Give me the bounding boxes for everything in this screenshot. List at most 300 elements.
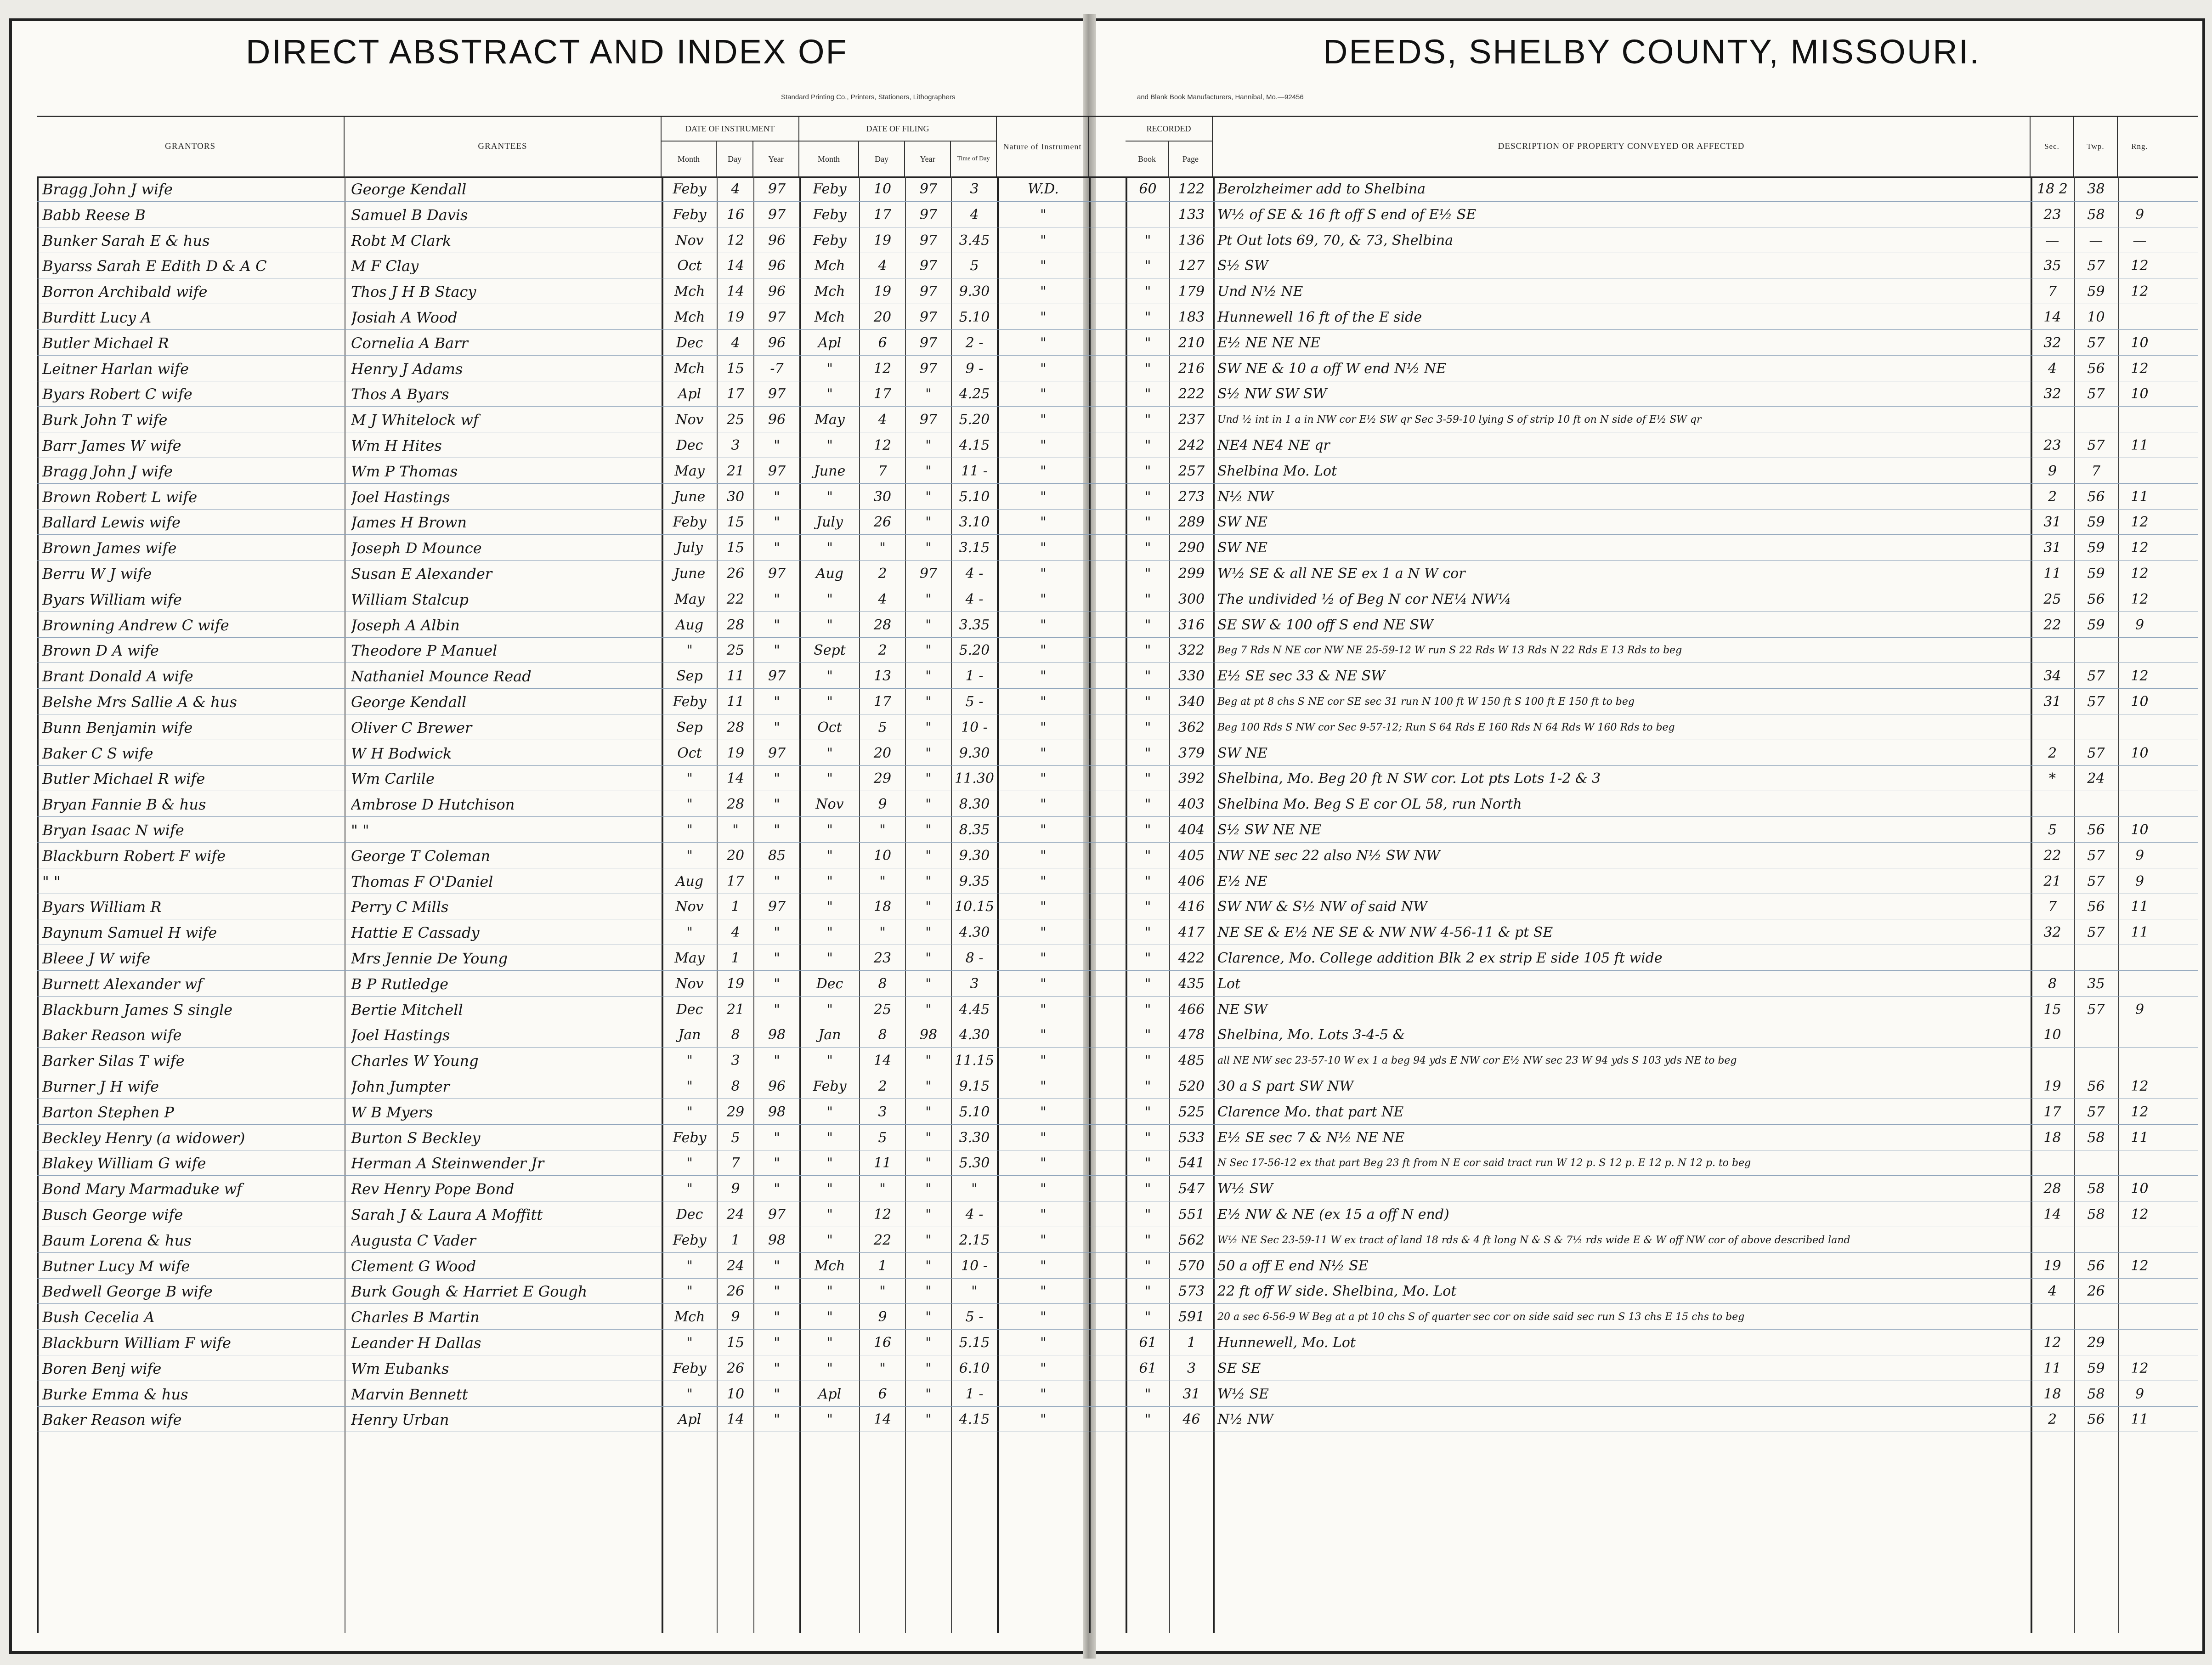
nature-cell: " (1040, 899, 1047, 915)
nature-cell: " (1040, 1335, 1047, 1351)
instrument-month-cell: Oct (677, 745, 702, 761)
filing-year-cell: " (925, 847, 932, 864)
twp-cell (2075, 715, 2117, 740)
nature-cell: " (1040, 719, 1047, 736)
table-row (37, 663, 2198, 689)
time-of-day-cell: 5 (970, 258, 979, 274)
rng-cell: 11 (2131, 1411, 2149, 1428)
book-cell: " (1144, 1155, 1151, 1172)
grantee-cell: James H Brown (351, 514, 467, 532)
twp-cell: 58 (2087, 1386, 2105, 1402)
sec-cell: 7 (2048, 899, 2057, 915)
grantee-cell: Clement G Wood (351, 1257, 476, 1275)
grantor-cell: Boren Benj wife (42, 1359, 162, 1377)
instrument-day-cell: 28 (726, 796, 745, 813)
description-cell: Und N½ NE (1217, 283, 1303, 300)
instrument-year-cell: " (774, 1309, 780, 1325)
filing-year-cell: " (925, 642, 932, 659)
page-cell: 322 (1178, 642, 1205, 659)
filing-year-cell: " (925, 1360, 932, 1376)
description-cell: 50 a off E end N½ SE (1217, 1257, 1369, 1274)
filing-day-cell: 4 (878, 258, 887, 274)
time-of-day-cell: 3.30 (959, 1129, 990, 1146)
grantee-cell: Ambrose D Hutchison (351, 796, 515, 814)
filing-day-cell: 23 (873, 950, 892, 966)
sec-cell: 32 (2043, 334, 2061, 351)
description-cell: Shelbina Mo. Beg S E cor OL 58, run North (1217, 796, 1522, 813)
twp-cell: 56 (2087, 822, 2105, 838)
page-cell: 541 (1178, 1155, 1205, 1172)
nature-cell: " (1040, 1257, 1047, 1274)
sec-cell: 22 (2043, 847, 2061, 864)
instrument-year-cell: " (774, 514, 780, 531)
twp-cell (2075, 792, 2117, 816)
sec-cell (2031, 407, 2073, 432)
grantee-cell: Wm Carlile (351, 770, 435, 788)
book-cell: " (1144, 975, 1151, 992)
time-of-day-cell: 9.30 (959, 745, 990, 761)
instrument-day-cell: 24 (726, 1257, 745, 1274)
filing-day-cell: 10 (873, 847, 892, 864)
grantee-cell: John Jumpter (351, 1078, 450, 1095)
filing-month-cell: " (826, 1283, 833, 1300)
nature-cell: " (1040, 1206, 1047, 1223)
grantor-cell: Burner J H wife (42, 1078, 159, 1095)
grantor-cell: Baum Lorena & hus (42, 1231, 192, 1249)
time-of-day-cell: 4 (970, 206, 979, 223)
book-cell: " (1144, 1283, 1151, 1300)
page-cell: 551 (1178, 1206, 1205, 1223)
rng-cell: 9 (2135, 873, 2144, 889)
time-of-day-cell: 9.15 (959, 1078, 990, 1094)
nature-cell: " (1040, 566, 1047, 582)
instrument-day-cell: 15 (726, 540, 745, 556)
rng-cell: 11 (2131, 1129, 2149, 1146)
description-cell: W½ SE (1217, 1386, 1269, 1402)
sec-cell: 4 (2048, 360, 2057, 377)
table-row (37, 741, 2198, 766)
header-twp: Twp. (2074, 117, 2118, 176)
description-cell: Pt Out lots 69, 70, & 73, Shelbina (1217, 232, 1454, 249)
sec-cell: 32 (2043, 386, 2061, 402)
header-page: Page (1169, 142, 1213, 176)
grantee-cell: Burton S Beckley (351, 1129, 481, 1147)
page-cell: 216 (1178, 360, 1205, 377)
instrument-day-cell: 21 (726, 1001, 745, 1018)
rng-cell (2119, 766, 2161, 791)
time-of-day-cell: 11.30 (955, 770, 994, 787)
grantee-cell: B P Rutledge (351, 975, 449, 993)
sec-cell: 17 (2043, 1104, 2061, 1120)
instrument-year-cell: 98 (768, 1104, 786, 1120)
header-time-of-day: Time of Day (951, 142, 997, 176)
nature-cell: " (1040, 1309, 1047, 1325)
twp-cell: 56 (2087, 1257, 2105, 1274)
filing-month-cell: " (826, 1181, 833, 1197)
filing-year-cell: " (925, 899, 932, 915)
instrument-year-cell: " (774, 873, 780, 889)
nature-cell: " (1040, 1027, 1047, 1043)
instrument-month-cell: Apl (678, 1411, 702, 1428)
description-cell: E½ SE sec 7 & N½ NE NE (1217, 1129, 1405, 1146)
time-of-day-cell: 4 - (965, 566, 984, 582)
twp-cell: 59 (2087, 540, 2105, 556)
description-cell: SW NW & S½ NW of said NW (1217, 899, 1427, 915)
time-of-day-cell: 1 - (965, 668, 984, 685)
instrument-year-cell: 85 (768, 847, 786, 864)
instrument-month-cell: Feby (673, 206, 707, 223)
grantee-cell: Samuel B Davis (351, 206, 468, 224)
instrument-day-cell: 7 (731, 1155, 740, 1172)
nature-cell: " (1040, 822, 1047, 838)
instrument-month-cell: Oct (677, 258, 702, 274)
twp-cell: 57 (2087, 873, 2105, 889)
instrument-month-cell: Nov (675, 232, 704, 249)
sec-cell (2031, 946, 2073, 970)
book-cell: " (1144, 1001, 1151, 1018)
header-filing-year: Year (905, 142, 951, 176)
time-of-day-cell: 9.30 (959, 847, 990, 864)
twp-cell: 59 (2087, 566, 2105, 582)
time-of-day-cell: 10 - (961, 719, 988, 736)
twp-cell (2075, 1228, 2117, 1252)
printer-imprint-left: Standard Printing Co., Printers, Stationers, Lithographers (781, 93, 956, 101)
filing-day-cell: 8 (878, 1027, 887, 1043)
sec-cell: 12 (2043, 1335, 2061, 1351)
ledger-body (37, 176, 2198, 1633)
description-cell: NE SW (1217, 1001, 1268, 1018)
instrument-year-cell: 97 (768, 745, 786, 761)
sec-cell: 18 2 (2037, 181, 2068, 197)
instrument-month-cell: Feby (673, 694, 707, 710)
grantee-cell: W H Bodwick (351, 744, 452, 762)
filing-month-cell: " (826, 950, 833, 966)
sec-cell: 34 (2043, 668, 2061, 685)
nature-cell: " (1040, 591, 1047, 607)
rng-cell: 12 (2131, 540, 2149, 556)
table-row (37, 407, 2198, 432)
page-cell: 179 (1178, 283, 1205, 300)
description-cell: W½ NE Sec 23-59-11 W ex tract of land 18 rds & 4 ft long N & S & 7½ rds wide E & W off NW cor of above described land (1217, 1234, 1850, 1246)
instrument-month-cell: Sep (676, 668, 703, 685)
rng-cell (2119, 1048, 2161, 1073)
nature-cell: " (1040, 950, 1047, 966)
table-row (37, 510, 2198, 535)
instrument-day-cell: 14 (726, 1411, 745, 1428)
time-of-day-cell: 9.35 (959, 873, 990, 889)
filing-year-cell: 97 (919, 412, 938, 428)
filing-year-cell: " (925, 514, 932, 531)
instrument-day-cell: 11 (726, 694, 745, 710)
filing-day-cell: 28 (873, 617, 892, 633)
page-cell: 300 (1178, 591, 1205, 607)
time-of-day-cell: 3.10 (959, 514, 990, 531)
rng-cell (2119, 407, 2161, 432)
header-instrument-day: Day (717, 142, 753, 176)
filing-day-cell: " (879, 1283, 886, 1300)
filing-day-cell: 12 (873, 360, 892, 377)
filing-year-cell: " (925, 1283, 932, 1300)
filing-month-cell: Oct (817, 719, 842, 736)
grantor-cell: Bedwell George B wife (42, 1283, 213, 1301)
instrument-month-cell: Dec (676, 1206, 703, 1223)
filing-year-cell: " (925, 924, 932, 941)
twp-cell: 56 (2087, 488, 2105, 505)
table-row (37, 459, 2198, 484)
nature-cell: " (1040, 488, 1047, 505)
instrument-day-cell: 21 (726, 463, 745, 479)
description-cell: Beg 100 Rds S NW cor Sec 9-57-12; Run S 64 Rds E 160 Rds N 64 Rds W 160 Rds to beg (1217, 721, 1675, 733)
nature-cell: " (1040, 258, 1047, 274)
instrument-year-cell: 98 (768, 1027, 786, 1043)
instrument-day-cell: 3 (731, 437, 740, 453)
book-cell: " (1144, 745, 1151, 761)
description-cell: SW NE & 10 a off W end N½ NE (1217, 360, 1447, 377)
sec-cell: 31 (2043, 514, 2061, 531)
filing-year-cell: " (925, 437, 932, 453)
instrument-year-cell: 97 (768, 181, 786, 197)
nature-cell: " (1040, 386, 1047, 402)
table-row (37, 792, 2198, 817)
instrument-month-cell: Nov (675, 975, 704, 992)
twp-cell (2075, 1304, 2117, 1329)
filing-month-cell: " (826, 488, 833, 505)
filing-year-cell: 97 (919, 232, 938, 249)
instrument-month-cell: " (686, 1078, 693, 1094)
filing-day-cell: 12 (873, 1206, 892, 1223)
grantee-cell: Joel Hastings (351, 1026, 450, 1044)
filing-year-cell: " (925, 1257, 932, 1274)
book-cell: " (1144, 1411, 1151, 1428)
sec-cell: 19 (2043, 1257, 2061, 1274)
book-cell: " (1144, 334, 1151, 351)
description-cell: NE SE & E½ NE SE & NW NW 4-56-11 & pt SE (1217, 924, 1553, 941)
time-of-day-cell: 9 - (965, 360, 984, 377)
rng-cell: 12 (2131, 258, 2149, 274)
time-of-day-cell: 5.15 (959, 1335, 990, 1351)
filing-day-cell: 30 (873, 488, 892, 505)
instrument-year-cell: 97 (768, 386, 786, 402)
filing-year-cell: 97 (919, 206, 938, 223)
filing-year-cell: 97 (919, 334, 938, 351)
instrument-month-cell: " (686, 1335, 693, 1351)
grantor-cell: Byars Robert C wife (42, 385, 192, 403)
nature-cell: " (1040, 975, 1047, 992)
filing-day-cell: 20 (873, 309, 892, 325)
sec-cell: 18 (2043, 1129, 2061, 1146)
grantor-cell: Butler Michael R wife (42, 770, 205, 788)
description-cell: NW NE sec 22 also N½ SW NW (1217, 847, 1440, 864)
time-of-day-cell: 5 - (965, 1309, 984, 1325)
filing-day-cell: 2 (878, 1078, 887, 1094)
grantee-cell: George Kendall (351, 181, 467, 198)
page-cell: 547 (1178, 1181, 1205, 1197)
page-cell: 133 (1178, 206, 1205, 223)
twp-cell: 56 (2087, 899, 2105, 915)
filing-month-cell: " (826, 1309, 833, 1325)
twp-cell: 7 (2091, 463, 2101, 479)
table-row (37, 1407, 2198, 1432)
instrument-month-cell: Dec (676, 437, 703, 453)
grantee-cell: Joel Hastings (351, 488, 450, 506)
table-row (37, 1202, 2198, 1227)
instrument-day-cell: 4 (731, 924, 740, 941)
time-of-day-cell: 5.10 (959, 488, 990, 505)
sec-cell: 31 (2043, 540, 2061, 556)
page-cell: 403 (1178, 796, 1205, 813)
filing-day-cell: 5 (878, 1129, 887, 1146)
rng-cell: 12 (2131, 1257, 2149, 1274)
instrument-year-cell: " (774, 924, 780, 941)
rng-cell: 9 (2135, 847, 2144, 864)
twp-cell: 57 (2087, 334, 2105, 351)
filing-year-cell: " (925, 950, 932, 966)
book-cell: " (1144, 822, 1151, 838)
header-rng: Rng. (2131, 142, 2148, 151)
filing-year-cell: " (925, 463, 932, 479)
sec-cell: * (2049, 770, 2056, 787)
instrument-day-cell: 17 (726, 386, 745, 402)
instrument-year-cell: " (774, 1181, 780, 1197)
instrument-month-cell: " (686, 1283, 693, 1300)
nature-cell: " (1040, 412, 1047, 428)
table-row (37, 381, 2198, 407)
time-of-day-cell: 3 (970, 181, 979, 197)
twp-cell: 59 (2087, 617, 2105, 633)
nature-cell: " (1040, 745, 1047, 761)
instrument-month-cell: Apl (678, 386, 702, 402)
grantor-cell: Bush Cecelia A (42, 1308, 155, 1326)
filing-year-cell: 97 (919, 258, 938, 274)
nature-cell: " (1040, 1104, 1047, 1120)
rng-cell: 9 (2135, 617, 2144, 633)
filing-month-cell: Feby (813, 181, 847, 197)
instrument-month-cell: " (686, 924, 693, 941)
time-of-day-cell: 8.30 (959, 796, 990, 813)
twp-cell: 56 (2087, 360, 2105, 377)
page-cell: 435 (1178, 975, 1205, 992)
twp-cell (2075, 1048, 2117, 1073)
filing-day-cell: " (879, 540, 886, 556)
header-instrument-month: Month (662, 142, 717, 176)
nature-cell: " (1040, 847, 1047, 864)
filing-month-cell: June (814, 463, 846, 479)
instrument-year-cell: " (774, 950, 780, 966)
book-cell: " (1144, 1053, 1151, 1069)
sec-cell: 15 (2043, 1001, 2061, 1018)
filing-day-cell: 14 (873, 1411, 892, 1428)
book-cell: " (1144, 1104, 1151, 1120)
description-cell: S½ SW (1217, 258, 1268, 274)
instrument-year-cell: 96 (768, 258, 786, 274)
twp-cell: 57 (2087, 258, 2105, 274)
filing-month-cell: " (826, 1360, 833, 1376)
sec-cell (2031, 1304, 2073, 1329)
sec-cell: 22 (2043, 617, 2061, 633)
sec-cell: 2 (2048, 1411, 2057, 1428)
twp-cell: — (2089, 232, 2103, 249)
filing-month-cell: Feby (813, 232, 847, 249)
time-of-day-cell: 5 - (965, 694, 984, 710)
instrument-day-cell: 26 (726, 566, 745, 582)
page-cell: 466 (1178, 1001, 1205, 1018)
instrument-year-cell: " (774, 1360, 780, 1376)
description-cell: Clarence Mo. that part NE (1217, 1104, 1404, 1120)
filing-year-cell: " (925, 745, 932, 761)
instrument-month-cell: Dec (676, 334, 703, 351)
header-book: Book (1126, 142, 1169, 176)
twp-cell (2075, 407, 2117, 432)
book-cell: " (1144, 540, 1151, 556)
sec-cell: 21 (2043, 873, 2061, 889)
instrument-month-cell: Feby (673, 1129, 707, 1146)
nature-cell: " (1040, 283, 1047, 300)
grantee-cell: William Stalcup (351, 590, 469, 608)
time-of-day-cell: 4 - (965, 591, 984, 607)
filing-month-cell: " (826, 1104, 833, 1120)
nature-cell: " (1040, 1360, 1047, 1376)
twp-cell (2075, 1022, 2117, 1047)
book-cell: " (1144, 924, 1151, 941)
rng-cell (2119, 792, 2161, 816)
filing-month-cell: " (826, 668, 833, 685)
table-row (37, 1330, 2198, 1355)
twp-cell: 26 (2087, 1283, 2105, 1300)
book-cell: " (1144, 437, 1151, 453)
nature-cell: " (1040, 1386, 1047, 1402)
filing-day-cell: " (879, 924, 886, 941)
table-row (37, 689, 2198, 714)
rng-cell (2119, 1304, 2161, 1329)
filing-year-cell: " (925, 386, 932, 402)
filing-day-cell: 9 (878, 1309, 887, 1325)
table-row (37, 946, 2198, 971)
instrument-month-cell: May (674, 950, 705, 966)
rng-cell: 10 (2131, 822, 2149, 838)
book-cell: " (1144, 770, 1151, 787)
table-row (37, 1228, 2198, 1253)
twp-cell: 10 (2087, 309, 2105, 325)
grantee-cell: Henry Urban (351, 1411, 449, 1429)
instrument-month-cell: Sep (676, 719, 703, 736)
rng-cell: 9 (2135, 206, 2144, 223)
filing-day-cell: 17 (873, 694, 892, 710)
instrument-year-cell: 96 (768, 232, 786, 249)
instrument-day-cell: 1 (731, 950, 740, 966)
rng-cell (2119, 1150, 2161, 1175)
description-cell: N½ NW (1217, 1411, 1273, 1428)
instrument-day-cell: 26 (726, 1360, 745, 1376)
nature-cell: " (1040, 437, 1047, 453)
filing-day-cell: 18 (873, 899, 892, 915)
instrument-year-cell: " (774, 1257, 780, 1274)
sec-cell: 11 (2043, 1360, 2061, 1376)
filing-year-cell: " (925, 540, 932, 556)
filing-day-cell: 16 (873, 1335, 892, 1351)
instrument-year-cell: 97 (768, 206, 786, 223)
instrument-year-cell: " (774, 1283, 780, 1300)
instrument-year-cell: -7 (770, 360, 784, 377)
table-row (37, 997, 2198, 1022)
filing-month-cell: Apl (818, 1386, 842, 1402)
filing-year-cell: " (925, 591, 932, 607)
twp-cell: 56 (2087, 591, 2105, 607)
table-row (37, 843, 2198, 868)
page-cell: 405 (1178, 847, 1205, 864)
filing-day-cell: 12 (873, 437, 892, 453)
instrument-day-cell: 16 (726, 206, 745, 223)
nature-cell: " (1040, 360, 1047, 377)
